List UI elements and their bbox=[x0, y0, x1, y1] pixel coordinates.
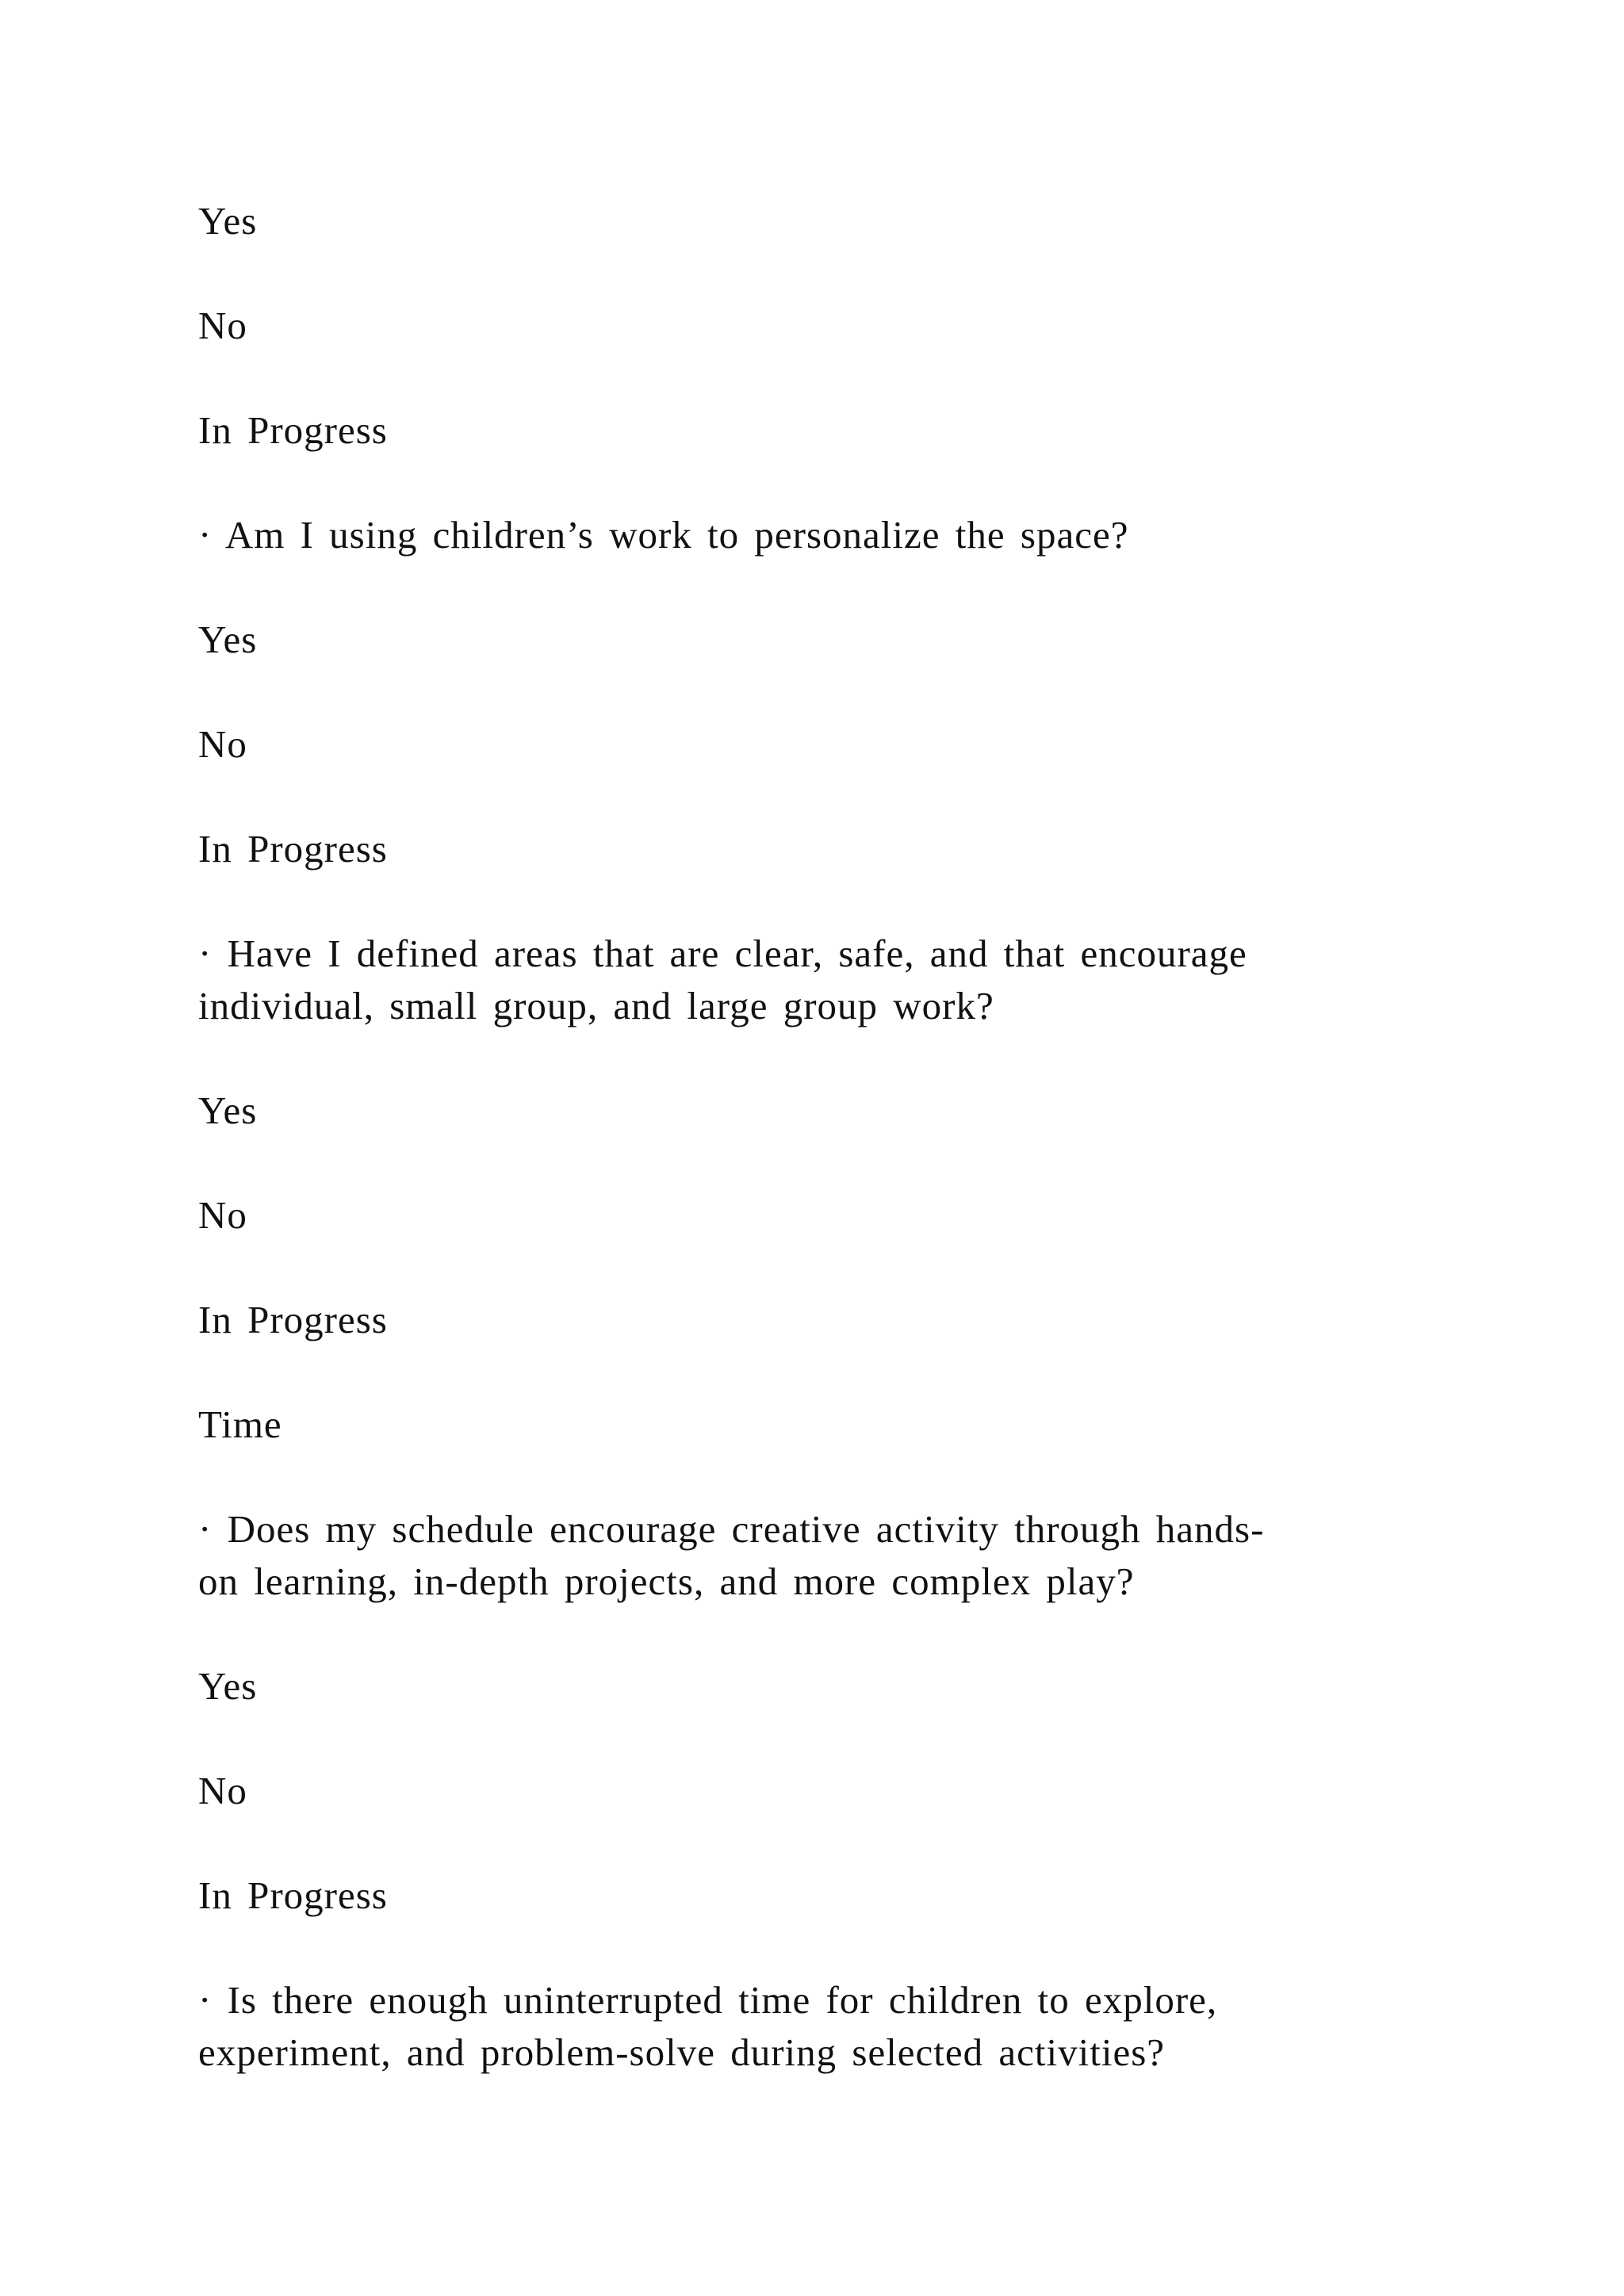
answer-yes: Yes bbox=[198, 199, 258, 243]
question-schedule-line-2: on learning, in-depth projects, and more complex play? bbox=[198, 1559, 1135, 1603]
question-defined-areas-line-1: · Have I defined areas that are clear, safe, and that encourage bbox=[198, 932, 1247, 975]
answer-in-progress: In Progress bbox=[198, 827, 388, 871]
answer-no: No bbox=[198, 1769, 247, 1812]
answer-in-progress: In Progress bbox=[198, 1873, 388, 1917]
answer-no: No bbox=[198, 722, 247, 766]
answer-yes: Yes bbox=[198, 618, 258, 661]
answer-in-progress: In Progress bbox=[198, 408, 388, 452]
question-uninterrupted-time-line-2: experiment, and problem-solve during selected activities? bbox=[198, 2030, 1166, 2074]
answer-no: No bbox=[198, 1193, 247, 1237]
question-schedule-line-1: · Does my schedule encourage creative activity through hands- bbox=[198, 1507, 1265, 1551]
question-childrens-work: · Am I using children’s work to personalize the space? bbox=[198, 513, 1129, 557]
answer-yes: Yes bbox=[198, 1664, 258, 1708]
answer-in-progress: In Progress bbox=[198, 1298, 388, 1341]
answer-yes: Yes bbox=[198, 1089, 258, 1132]
section-heading-time: Time bbox=[198, 1402, 282, 1446]
question-uninterrupted-time-line-1: · Is there enough uninterrupted time for children to explore, bbox=[198, 1978, 1218, 2022]
question-defined-areas-line-2: individual, small group, and large group work? bbox=[198, 984, 994, 1027]
answer-no: No bbox=[198, 304, 247, 347]
